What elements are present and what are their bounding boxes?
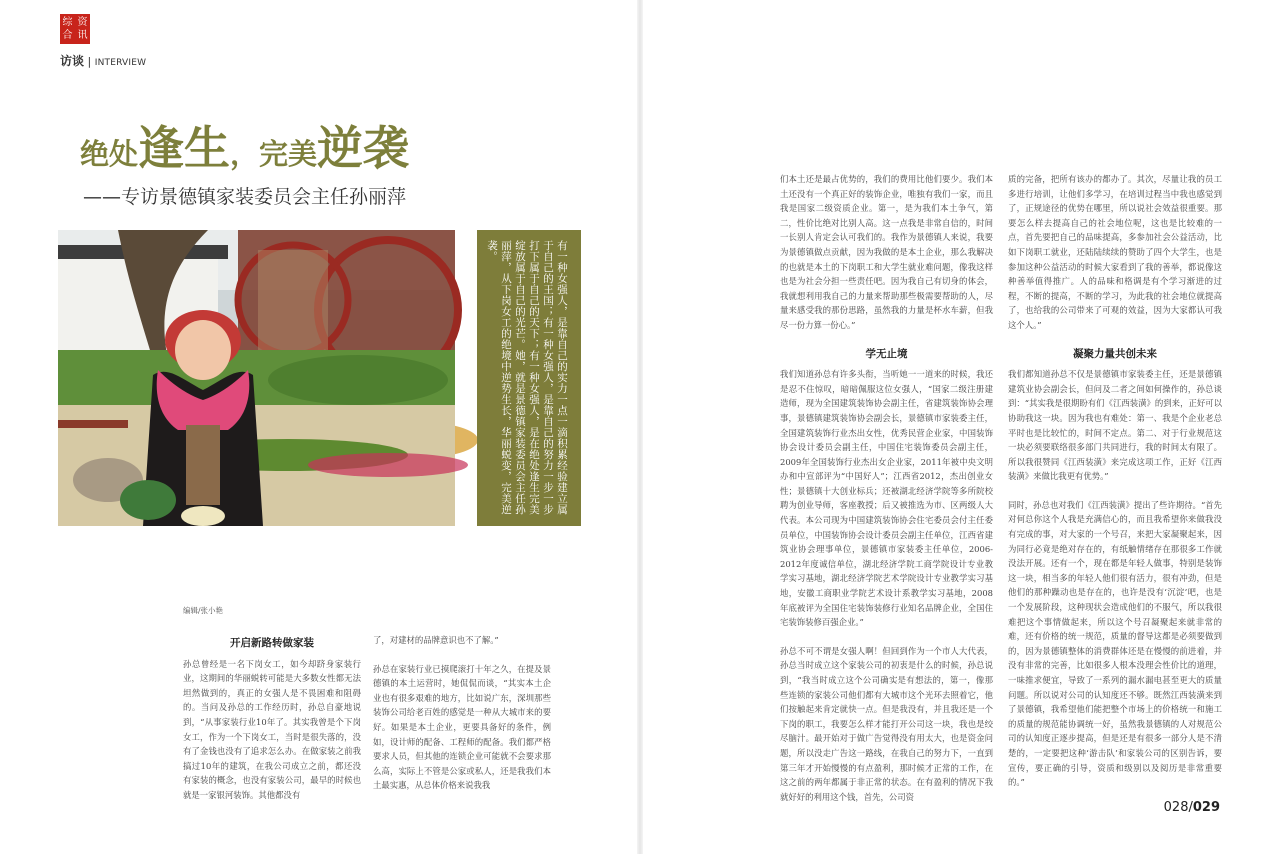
paragraph: 们本土还是最占优势的，我们的费用比他们要少。我们本土还没有一个真正好的装饰企业，唯独有我们一家，而且我是国家二级资质企业。第一，是为我们本土争气，第二，性价比绝对比别人高。这一点我是非常自信的，时间一长别人肯定会认可我们的。我作为景德镇人来说，我要为景德镇做点贡献，因为我做的是本土企业，那么我解决的也就是本土的下岗职工和大学生就业难问题，像我这样也是为社会分担一些责任吧。因为我自己有切身的体会，我就想利用我自己的力量来帮助那些极需要帮助的人，尽量来感受我的那份思路，虽然我的力量是杯水车薪，但我尽一份力算一份心。” — [780, 174, 993, 330]
portrait-photo — [58, 230, 455, 526]
section-heading: 开启新路转做家装 — [230, 637, 314, 649]
pull-quote-box — [477, 230, 581, 526]
paragraph: 质的完备，把所有该办的都办了。其次，尽量让我的员工多进行培训，让他们多学习，在培训过程当中我也感觉到了，正规途径的优势在哪里，所以说社会效益很重要。那要怎么样去提高自己的社会地位呢，这也是比较难的一点，首先要把自己的品味提高，多参加社会公益活动，比如下岗职工就业，还陆陆续续的赞助了四个大学生，也是参加这种公益活动的时候大家看到了我的善举，都说像这种善举值得推广。人的品味和格调是有个学习渐进的过程，不断的提高，不断的学习，为此我的社会地位就提高了，也给我的公司带来了可观的效益，因为大家都认可我这个人。” — [1008, 174, 1222, 330]
body-column-1 — [183, 636, 361, 800]
paragraph: 孙总曾经是一名下岗女工，如今却跻身家装行业，这期间的华丽蜕转可能是大多数女性都无法坦然做到的，真正的女强人是不畏困难和阻碍的。当问及孙总的工作经历时，孙总自豪地说到，“从事家装行业10年了。其实我曾是个下岗女工，作为一个下岗女工，当时是很失落的，没有了金钱也没有了追求怎么办。在做家装之前我搞过10年的建筑，在我公司成立之前，都还没有家装的概念，也没有家装公司，最早的时候也就是一家银河装饰。其他都没有 — [183, 658, 361, 800]
paragraph: 同时，孙总也对我们《江西装潢》提出了些许期待。“首先对何总你这个人我是充满信心的，而且我希望你来做我没有完成的事，对大家的一个号召，来把大家凝聚起来，因为同行必竟是绝对存在的，有纸触情绪存在那很多工作就没法开展。还有一个，现在都是年轻人做事，特别是装饰这一块，相当多的年轻人他们很有活力，很有冲劲，但是他们的那种躁动也是存在的，也许是没有‘沉淀’吧，也是一个发展阶段，这种现状会造成他们的不服气，所以我很难把这个事情做起来，所以这个号召凝聚起来就非常的难，还有价格的统一规范，质量的督导这都是必须要做到的，因为景德镇整体的消费群体还是在慢慢的前进着，并没有非常的完善，比如很多人根本没理会性价比的道理，一味推求便宜，导致了一系列的漏水漏电甚至更大的质量问题。所以说对公司的认知度还不够。既然江西装潢来到了景德镇，我希望他们能把整个市场上的价格统一和施工的质量的规范能协调统一好，虽然我景德镇的人对规范公司的认知度正逐步提高，但是还是有很多一部分人是不清楚的，一定要把这种‘游击队’和家装公司的区别告诉，要宣传，要正确的引导，资质和级别以及阅历是非常重要的。” — [1008, 499, 1222, 788]
paragraph: 我们都知道孙总不仅是景德镇市家装委主任，还是景德镇建筑业协会副会长，但问及二者之间如何操作的，孙总谈到：“其实我是很期盼有们《江西装潢》的到来，正好可以协助我这一块。因为我也有难处：第一、我是个企业老总平时也是比较忙的，时间不定点。第二、对于行业规范这一块必须要联络很多部门共同进行，我的时间太有限了。所以我很赞同《江西装潢》来完成这项工作，正好《江西装潢》来做比我更有优势。” — [1008, 369, 1222, 482]
paragraph: 孙总不可不谓是女强人啊！但回到作为一个市人大代表，孙总当时成立这个家装公司的初衷是什么的时候，孙总说到，“我当时成立这个公司确实是有想法的，第一，像那些连锁的家装公司他们都有大城市这个光环去照着它，他们按触起来肯定就快一点。但是我没有，并且我还是一个下岗的职工，我要怎么样才能打开公司这一块，我也是绞尽脑汁。最开始对于做广告觉得没有用太大，也是资金问题，所以没走广告这一路线，在我自己的努力下，一直到第三年才开始慢慢的有点盈利，那时候才正常的工作，在这之前的两年都属于非正常的状态。在有盈利的情况下我就好好的利用这个钱，首先，公司资 — [780, 645, 993, 802]
body-column-3 — [780, 172, 993, 802]
section-label: 访谈 | INTERVIEW — [60, 54, 147, 68]
article-title: 绝处逢生，完美逆袭 — [80, 121, 410, 175]
section-heading: 凝聚力量共创未来 — [1073, 347, 1157, 360]
section-heading: 学无止境 — [865, 347, 908, 360]
paragraph: 我们知道孙总有许多头衔，当听她一一道来的时候，我还是忍不住惊叹，暗暗佩服这位女强人，“国家二级注册建造师，现为全国建筑装饰协会副主任，省建筑装饰协会理事，景德镇建筑装饰协会副会长，景德镇市家装委主任，全国建筑装饰行业杰出女性，优秀民营企业家，中国装饰协会设计委员会副主任，中国住宅装饰委员会副主任，2009年全国装饰行业杰出女企业家，2011年被中央文明办和中宣部评为“中国好人”；江西省2012，杰出创业女性；景德镇十大创业标兵；还被湖北经济学院等多所院校聘为创业导师，客座教授；后又被推选为市、区两级人大代表。本公司现为中国建筑装饰协会住宅委员会付主任委员单位，中国装饰协会设计委员会副主任单位，江西省建筑业协会理事单位，景德镇市家装委主任单位，2006-2012年度诚信单位，湖北经济学院工商学院设计专业教学实习基地，湖北经济学院艺术学院设计专业教学实习基地，安徽工商职业学院艺术设计系教学实习基地，2008年底被评为全国住宅装饰装修行业知名品牌企业，全国住宅装饰装修百强企业。” — [780, 369, 993, 628]
pull-quote-text: 有一种女强人，是靠自己的实力一点一滴积累经验建立属于自己的王国；有一种女强人，是靠自己的努力一步一步打下属于自己的天下；有一种女强人，是在绝处逢生完美绽放属于自己的光芒。她，就是景德镇家装委员会主任孙丽萍，从下岗女工的绝境中逆势生长，华丽蜕变，完美逆袭。 — [486, 240, 568, 515]
body-column-4 — [1008, 172, 1222, 790]
paragraph: 了，对建材的品牌意识也不了解。” — [373, 635, 499, 645]
article-subtitle: ——专访景德镇家装委员会主任孙丽萍 — [83, 186, 407, 208]
paragraph: 孙总在家装行业已摸爬滚打十年之久，在提及景德镇的本土运营时，她侃侃而谈，“其实本土企业也有很多艰难的地方，比如说广东，深圳那些装饰公司给老百姓的感觉是一种从大城市来的要好。如果是本土企业，更要具备好的条件，例如，设计师的配备、工程师的配备。我们都严格要求人员，但其他的连锁企业可能就不会要求那么高，实际上不管是公家或私人，还是我我们本土最实惠，从总体价格来说我我 — [373, 663, 551, 791]
body-column-2 — [373, 633, 551, 793]
editor-credit: 编辑/张小艳 — [183, 606, 224, 615]
page-number: 028/029 — [1163, 800, 1220, 815]
section-logo: 综 资 合 讯 — [60, 14, 90, 44]
page-spine — [637, 0, 643, 854]
